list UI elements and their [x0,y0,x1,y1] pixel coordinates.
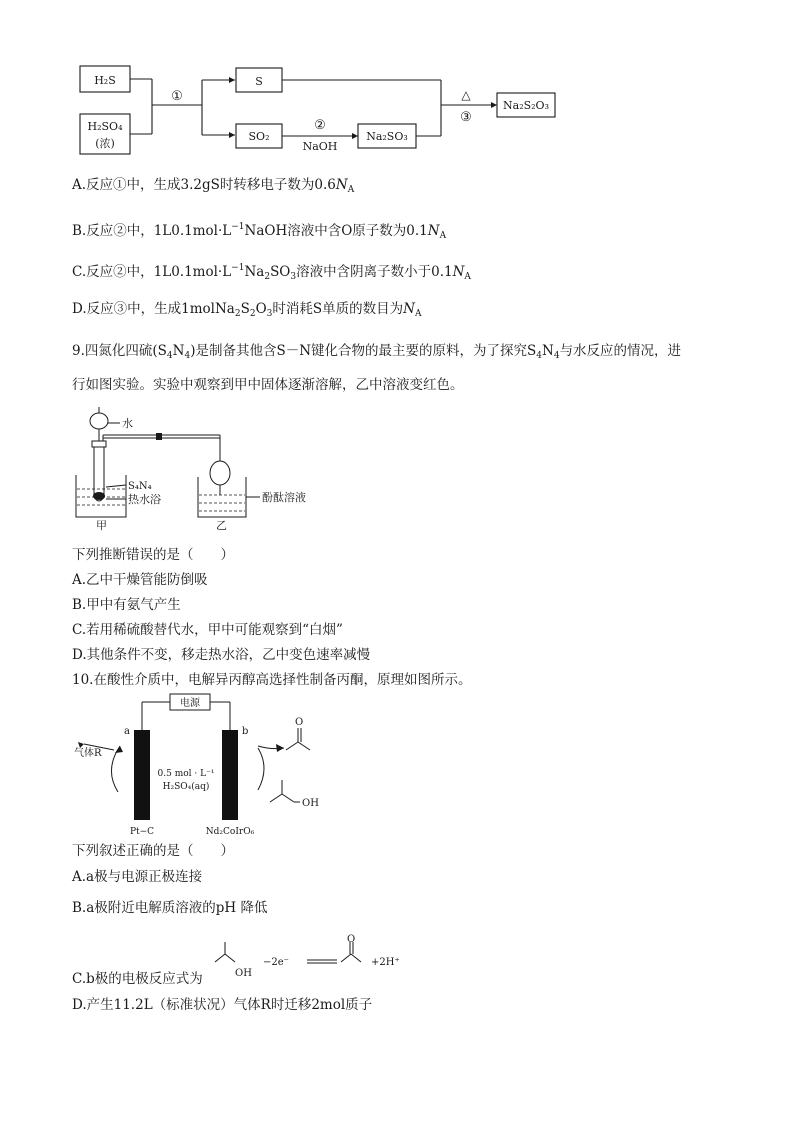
eq-oh-label: OH [235,968,252,979]
heat-label: △ [461,88,471,102]
na2s2o3-label: Na₂S₂O₃ [503,99,549,112]
step-2-label: ② [314,118,326,133]
h2s-label: H₂S [94,74,116,87]
q10-option-a: A.a极与电源正极连接 [72,869,203,885]
power-supply-label: 电源 [180,698,200,709]
naoh-label: NaOH [302,140,338,153]
step-3-label: ③ [460,110,472,125]
conc-label: (浓) [95,137,115,150]
q9-option-b: B.甲中有氨气产生 [72,597,181,613]
s-label: S [255,75,263,88]
s4n4-label: S₄N₄ [128,481,152,492]
reaction-flow-diagram [70,58,570,160]
water-label: 水 [122,417,133,430]
q10-option-c-equation [205,934,435,984]
q9-stem-line-2: 行如图实验。实验中观察到甲中固体逐渐溶解，乙中溶液变红色。 [72,377,464,393]
q8-option-d: D.反应③中，生成$1molNa_2S_2O_3$时消耗S单质的数目为$N_A$ [72,301,422,319]
gas-r-label: 气体R [74,748,102,759]
q10-electrolysis-diagram [70,690,350,838]
acid-conc-label: 0.5 mol · L⁻¹ [157,769,215,779]
ptc-label: Pt−C [129,827,155,837]
isopropanol-oh-label: OH [302,798,319,809]
q8-option-c: C.反应②中，$1L0.1mol\cdot L^{-1}Na_2SO_3$溶液中含阴离子数小于$0.1N_A$ [72,263,471,282]
na2so3-label: Na₂SO₃ [366,130,408,143]
q10-prompt: 下列叙述正确的是（ ） [72,843,234,859]
electrode-b-label: b [242,726,249,737]
h2so4-label: H₂SO₄ [87,120,123,133]
so2-label: SO₂ [248,130,270,143]
q9-apparatus-diagram [70,405,310,533]
yi-label: 乙 [216,519,227,532]
step-1-label: ① [171,89,183,104]
electrode-a-label: a [124,726,130,737]
q9-stem-line-1: 9.四氮化四硫$(S_4N_4)$是制备其他含S－N键化合物的最主要的原料，为了探究$S_4N_4$与水反应的情况，进 [72,343,682,361]
eq-electrons-label: −2e⁻ [263,957,289,968]
q9-prompt: 下列推断错误的是（ ） [72,547,234,563]
acetone-o-label: O [295,717,304,728]
jia-label: 甲 [96,519,107,532]
eq-o-label: O [347,934,356,945]
hot-water-bath-label: 热水浴 [128,493,161,506]
eq-protons-label: +2H⁺ [371,957,400,968]
phenolphthalein-label: 酚酞溶液 [262,491,306,504]
q10-option-c: C.b极的电极反应式为 [72,971,203,987]
q9-option-d: D.其他条件不变，移走热水浴，乙中变色速率减慢 [72,647,371,663]
q9-option-a: A.乙中干燥管能防倒吸 [72,572,208,588]
q10-option-b: B.a极附近电解质溶液的pH 降低 [72,900,268,916]
q8-option-b: B.反应②中，$1L0.1mol\cdot L^{-1}NaOH$溶液中含O原子数为$0.1N_A$ [72,222,447,241]
q10-stem: 10.在酸性介质中，电解异丙醇高选择性制备丙酮，原理如图所示。 [72,672,472,688]
acid-label: H₂SO₄(aq) [162,782,210,792]
nd-electrode-label: Nd₂CoIrO₆ [205,827,255,837]
q9-option-c: C.若用稀硫酸替代水，甲中可能观察到“白烟” [72,622,343,638]
q10-option-d: D.产生11.2L（标准状况）气体R时迁移2mol质子 [72,997,373,1013]
q8-option-a: A.反应①中，生成3.2gS时转移电子数为$0.6N_A$ [72,177,355,195]
